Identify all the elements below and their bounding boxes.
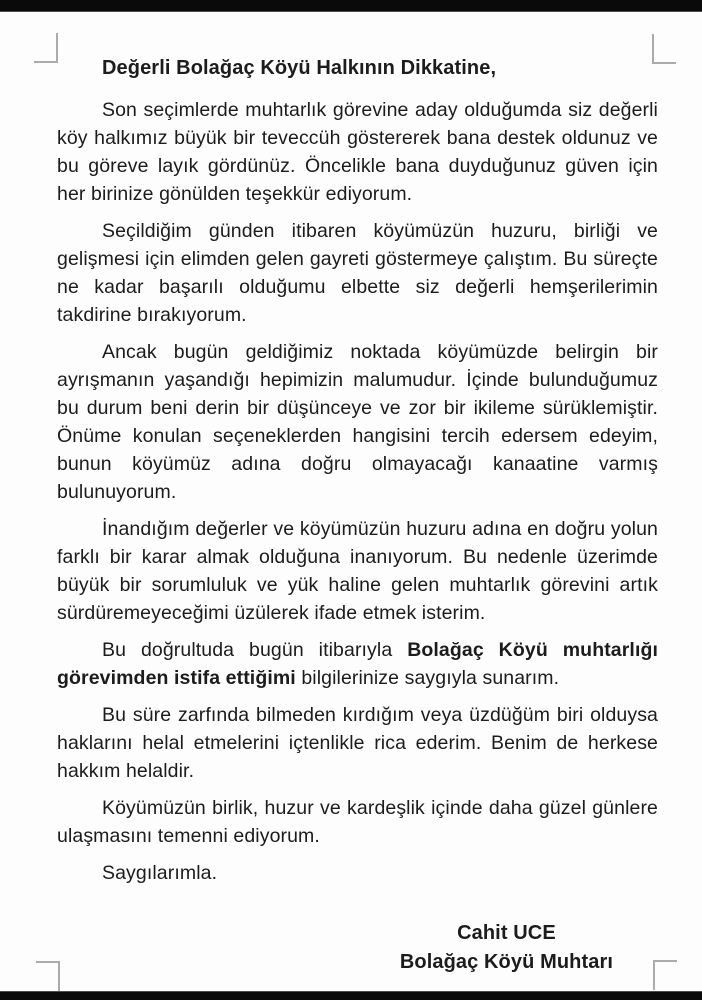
paragraph-resignation — [57, 636, 658, 692]
crop-mark-top-left-icon — [34, 33, 58, 63]
paragraph-efforts: Seçildiğim günden itibaren köyümüzün huzuru, birliği ve gelişmesi için elimden gelen gayreti göstermeye çalıştım. Bu süreçte ne kadar başarılı olduğumu elbette siz değerli hemşerilerimin takdirine bırakıyorum. — [57, 220, 658, 326]
paragraph-decision: İnandığım değerler ve köyümüzün huzuru adına en doğru yolun farklı bir karar almak olduğuna inanıyorum. Bu nedenle üzerimde büyük bir sorumluluk ve yük haline gelen muhtarlık görevini artık sürdüremeyeceğimi üzülerek ifade etmek isterim. — [57, 518, 658, 624]
bottom-black-bar — [0, 991, 702, 1000]
letter-body — [57, 54, 658, 977]
signature-name: Cahit UCE — [457, 922, 556, 944]
closing-regards: Saygılarımla. — [102, 862, 218, 884]
salutation: Değerli Bolağaç Köyü Halkının Dikkatine, — [102, 57, 497, 79]
signature-title: Bolağaç Köyü Muhtarı — [399, 951, 613, 973]
paragraph-support-thanks: Son seçimlerde muhtarlık görevine aday olduğumda siz değerli köy halkımız büyük bir teveccüh göstererek bana destek oldunuz ve bu göreve layık gördünüz. Öncelikle bana duyduğunuz güven için her birinize gönülden teşekkür ediyorum. — [57, 99, 658, 205]
resignation-prefix: Bu doğrultuda bugün itibarıyla — [102, 639, 408, 661]
paragraph-wishes: Köyümüzün birlik, huzur ve kardeşlik içinde daha güzel günlere ulaşmasını temenni ediyorum. — [57, 797, 658, 847]
paragraph-division-dilemma: Ancak bugün geldiğimiz noktada köyümüzde belirgin bir ayrışmanın yaşandığı hepimizin malumudur. İçinde bulunduğumuz bu durum beni derin bir düşünceye ve zor bir ikileme sürüklemiştir. Önüme konulan seçeneklerden hangisini tercih edersem edeyim, bunun köyümüz adına doğru olmayacağı kanaatine varmış bulunuyorum. — [57, 341, 658, 503]
paragraph-forgiveness: Bu süre zarfında bilmeden kırdığım veya üzdüğüm biri olduysa haklarını helal etmelerini içtenlikle rica ederim. Benim de herkese hakkım helaldir. — [57, 704, 658, 782]
top-black-bar — [0, 0, 702, 12]
resignation-suffix: bilgilerinize saygıyla sunarım. — [295, 667, 560, 689]
resignation-statement: Bolağaç Köyü muhtarlığı görevimden istifa ettiğimi — [57, 639, 658, 689]
signature-block — [400, 919, 613, 977]
